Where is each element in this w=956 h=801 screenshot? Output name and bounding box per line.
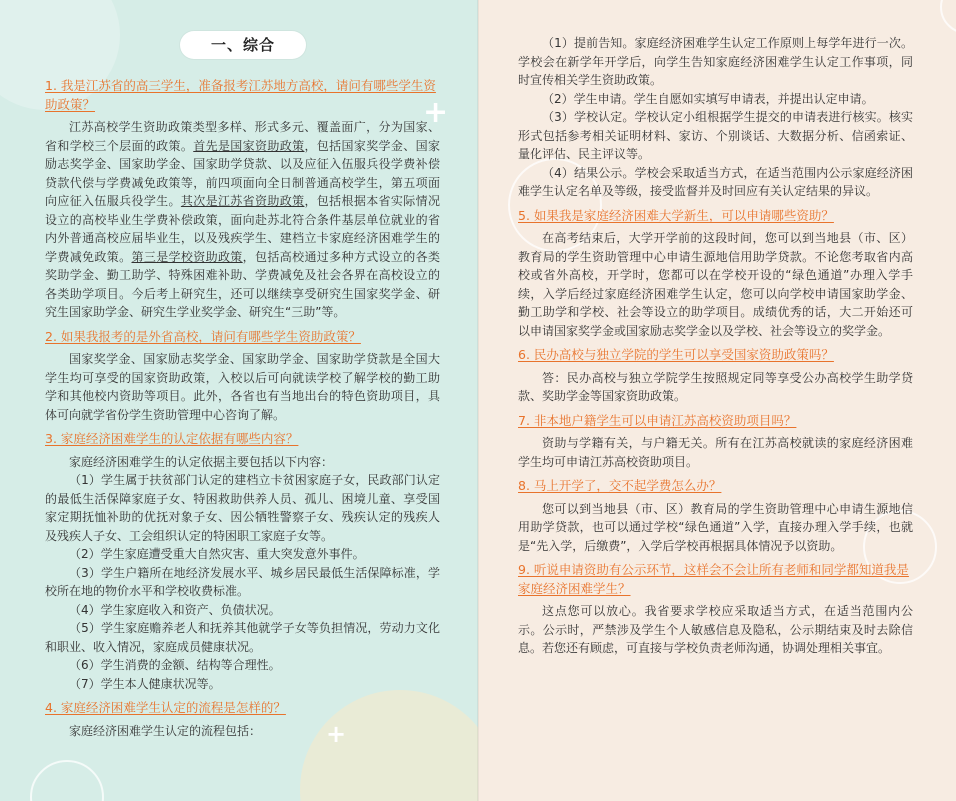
book-spine <box>477 0 479 801</box>
answer-4-intro: 家庭经济困难学生认定的流程包括： <box>69 723 262 738</box>
answer-3-item: （3）学生户籍所在地经济发展水平、城乡居民最低生活保障标准，学校所在地的物价水平和学校收费标准。 <box>45 565 440 598</box>
answer-6: 答：民办高校与独立学院学生按照规定同等享受公办高校学生助学贷款、奖助学金等国家资助政策。 <box>518 370 913 403</box>
left-content <box>45 77 440 740</box>
question-6: 6. 民办高校与独立学院的学生可以享受国家资助政策吗？ <box>518 347 834 362</box>
answer-1-highlight-school: 第三是学校资助政策 <box>131 249 243 264</box>
question-1: 1. 我是江苏省的高三学生，准备报考江苏地方高校，请问有哪些学生资助政策？ <box>45 78 436 112</box>
answer-7: 资助与学籍有关，与户籍无关。所有在江苏高校就读的家庭经济困难学生均可申请江苏高校资助项目。 <box>518 436 913 469</box>
question-4: 4. 家庭经济困难学生认定的流程是怎样的？ <box>45 700 286 715</box>
question-7: 7. 非本地户籍学生可以申请江苏高校资助项目吗？ <box>518 412 797 428</box>
answer-3-item: （2）学生家庭遭受重大自然灾害、重大突发意外事件。 <box>69 547 365 561</box>
question-8: 8. 马上开学了，交不起学费怎么办？ <box>518 478 722 493</box>
decorative-ring <box>940 0 956 34</box>
right-content <box>518 34 913 658</box>
step-item: （1）提前告知。家庭经济困难学生认定工作原则上每学年进行一次。学校会在新学年开学后，向学生告知家庭经济困难学生认定工作事项，同时宣传相关学生资助政策。 <box>518 36 913 87</box>
answer-1 <box>45 118 440 322</box>
answer-1-highlight-provincial: 其次是江苏省资助政策 <box>180 194 305 208</box>
answer-1-text: ，包括高校通过多种方式设立的各类奖助学金、勤工助学、特殊困难补助、学费减免及社会各界在高校设立的各类助学项目。今后考上研究生，还可以继续享受研究生国家奖学金、研究生国家助学金、研究生学业奖学金、研究生“三助”等。 <box>45 249 440 319</box>
question-2: 2. 如果我报考的是外省高校，请问有哪些学生资助政策？ <box>45 328 361 344</box>
plus-icon: + <box>423 95 449 130</box>
answer-1-text: ，包括国家奖学金、国家励志奖学金、国家助学金、国家助学贷款、以及应征入伍服兵役学费补偿贷款代偿与学费减免政策等，前四项面向全日制普通高校学生，第五项面向应征入伍服兵役学生。 <box>45 138 440 208</box>
answer-1-text: ，包括根据本省实际情况设立的高校毕业生学费补偿政策，面向赴苏北符合条件基层单位就业的省内外普通高校应届毕业生，以及残疾学生、建档立卡家庭经济困难学生的学费减免政策。 <box>45 194 440 264</box>
question-9: 9. 听说申请资助有公示环节，这样会不会让所有老师和同学都知道我是家庭经济困难学生？ <box>518 562 909 596</box>
answer-5: 在高考结束后，大学开学前的这段时间，您可以到当地县（市、区）教育局的学生资助管理中心申请生源地信用助学贷款。不论您考取省内高校或省外高校，开学时，您都可以在学校开设的“绿色通道”办理入学手续，入学后经过家庭经济困难学生认定，您可以向学校申请国家助学金、勤工助学和学校、社会等设立的助学项目。成绩优秀的话，大二开始还可以申请国家奖学金或国家励志奖学金以及学校、社会等设立的奖学金。 <box>518 231 913 338</box>
answer-1-highlight-national: 首先是国家资助政策 <box>193 138 305 153</box>
step-item: （4）结果公示。学校会采取适当方式，在适当范围内公示家庭经济困难学生认定名单及等级，接受监督并及时回应有关认定结果的异议。 <box>518 165 913 198</box>
answer-3-item: （6）学生消费的金额、结构等合理性。 <box>69 658 281 672</box>
plus-icon: + <box>326 720 347 748</box>
step-item: （3）学校认定。学校认定小组根据学生提交的申请表进行核实。核实形式包括参考相关证明材料、家访、个别谈话、大数据分析、信函索证、量化评估、民主评议等。 <box>518 110 913 161</box>
answer-3-item: （1）学生属于扶贫部门认定的建档立卡贫困家庭子女，民政部门认定的最低生活保障家庭子女、特困救助供养人员、孤儿、困境儿童、享受国家定期抚恤补助的优抚对象子女、因公牺牲警察子女、残疾认定的残疾人及残疾人子女、工会组织认定的特困职工家庭子女等。 <box>45 473 440 543</box>
answer-3-item: （4）学生家庭收入和资产、负债状况。 <box>69 602 281 617</box>
decorative-ring <box>30 760 104 801</box>
answer-3-item: （5）学生家庭赡养老人和抚养其他就学子女等负担情况，劳动力文化和职业、收入情况，家庭成员健康状况。 <box>45 621 440 654</box>
answer-3-intro: 家庭经济困难学生的认定依据主要包括以下内容： <box>69 454 334 469</box>
answer-8: 您可以到当地县（市、区）教育局的学生资助管理中心申请生源地信用助学贷款，也可以通过学校“绿色通道”入学，直接办理入学手续，也就是“先入学，后缴费”，入学后学校再根据具体情况予以资助。 <box>518 501 913 553</box>
answer-3-item: （7）学生本人健康状况等。 <box>69 676 221 691</box>
question-3: 3. 家庭经济困难学生的认定依据有哪些内容？ <box>45 431 299 446</box>
step-item: （2）学生申请。学生自愿如实填写申请表，并提出认定申请。 <box>542 91 874 106</box>
section-title: 一、综合 <box>180 31 306 59</box>
right-page <box>478 0 956 801</box>
answer-2: 国家奖学金、国家励志奖学金、国家助学金、国家助学贷款是全国大学生均可享受的国家资助政策，入校以后可向就读学校了解学校的勤工助学和其他校内资助等项目。此外，各省也有当地出台的特色资助项目，具体可向就学省份学生资助管理中心咨询了解。 <box>45 352 440 422</box>
question-5: 5. 如果我是家庭经济困难大学新生，可以申请哪些资助？ <box>518 207 834 223</box>
answer-1-text: 江苏高校学生资助政策类型多样、形式多元、覆盖面广，分为国家、省和学校三个层面的政策。 <box>45 120 440 153</box>
answer-9: 这点您可以放心。我省要求学校应采取适当方式，在适当范围内公示。公示时，严禁涉及学生个人敏感信息及隐私，公示期结束及时去除信息。若您还有顾虑，可直接与学校负责老师沟通，协调处理相关事宜。 <box>518 604 913 655</box>
